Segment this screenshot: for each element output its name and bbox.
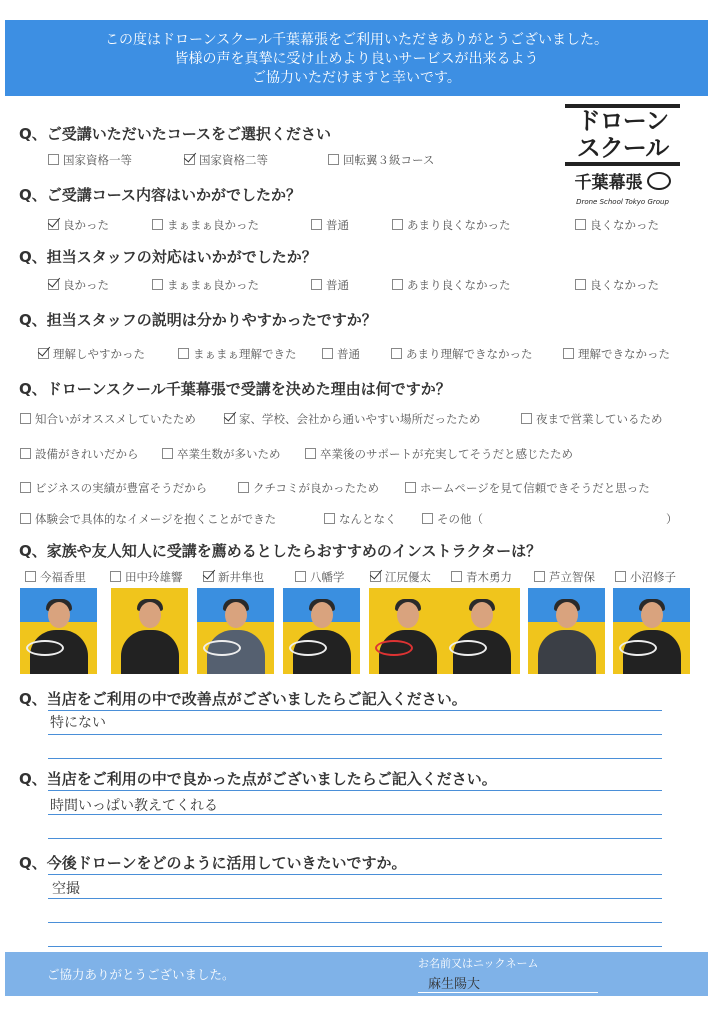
checkbox-icon[interactable] [575,279,586,290]
checkbox-icon[interactable] [405,482,416,493]
checkbox-checked-icon[interactable] [203,571,214,582]
instructor-option-5[interactable]: 江尻優太 [370,569,431,585]
answer-line [48,734,662,735]
checkbox-icon[interactable] [322,348,333,359]
drone-icon [449,640,487,656]
instructor-photo [111,588,188,674]
answer-line [48,814,662,815]
q5-option-6[interactable]: 卒業後のサポートが充実してそうだと感じたため [305,446,573,462]
q4-option-2[interactable]: まぁまぁ理解できた [178,346,297,362]
q5-option-10[interactable]: 体験会で具体的なイメージを抱くことができた [20,511,276,527]
instructor-option-4[interactable]: 八幡学 [295,569,345,585]
answer-line [48,838,662,839]
checkbox-checked-icon[interactable] [224,413,235,424]
q1-option-3[interactable]: 回転翼３級コース [328,152,434,168]
checkbox-icon[interactable] [25,571,36,582]
checkbox-checked-icon[interactable] [184,154,195,165]
instructor-photos [20,588,690,674]
checkbox-icon[interactable] [392,219,403,230]
answer-line [48,710,662,711]
logo-line-3: 千葉幕張 [574,173,643,193]
q1-option-2[interactable]: 国家資格二等 [184,152,268,168]
q5-option-3[interactable]: 夜まで営業しているため [521,411,663,427]
q2-title: Q、ご受講コース内容はいかがでしたか？ [19,186,302,204]
q2-option-5[interactable]: 良くなかった [575,217,659,233]
q5-title: Q、ドローンスクール千葉幕張で受講を決めた理由は何ですか？ [19,380,451,398]
instructor-photo [283,588,360,674]
q2-option-3[interactable]: 普通 [311,217,349,233]
answer-line [48,922,662,923]
drone-icon [26,640,64,656]
instructor-option-1[interactable]: 今福香里 [25,569,86,585]
instructor-option-6[interactable]: 青木勇力 [451,569,512,585]
q1-option-1[interactable]: 国家資格一等 [48,152,132,168]
q3-option-1[interactable]: 良かった [48,277,109,293]
checkbox-icon[interactable] [575,219,586,230]
school-logo [565,104,680,216]
q3-option-3[interactable]: 普通 [311,277,349,293]
q5-option-4[interactable]: 設備がきれいだから [20,446,139,462]
logo-bar-bottom [565,162,680,166]
header-line-2: 皆様の声を真摯に受け止めより良いサービスが出来るよう [174,51,539,67]
checkbox-checked-icon[interactable] [48,279,59,290]
checkbox-icon[interactable] [152,279,163,290]
checkbox-checked-icon[interactable] [38,348,49,359]
checkbox-icon[interactable] [178,348,189,359]
instructor-photo [443,588,520,674]
q5-option-12[interactable]: その他（ [422,511,483,527]
q9-title: Q、今後ドローンをどのように活用していきたいですか。 [19,854,407,872]
q3-option-4[interactable]: あまり良くなかった [392,277,511,293]
q2-option-4[interactable]: あまり良くなかった [392,217,511,233]
checkbox-icon[interactable] [521,413,532,424]
checkbox-icon[interactable] [20,448,31,459]
instructor-option-3[interactable]: 新井隼也 [203,569,264,585]
name-label: お名前又はニックネーム [418,957,539,970]
q7-answer[interactable]: 特にない [50,715,106,731]
q2-option-2[interactable]: まぁまぁ良かった [152,217,259,233]
q5-option-2[interactable]: 家、学校、会社から通いやすい場所だったため [224,411,481,427]
q3-title: Q、担当スタッフの対応はいかがでしたか？ [19,248,317,266]
q3-option-2[interactable]: まぁまぁ良かった [152,277,259,293]
checkbox-icon[interactable] [20,513,31,524]
checkbox-icon[interactable] [422,513,433,524]
answer-line [48,758,662,759]
q3-option-5[interactable]: 良くなかった [575,277,659,293]
instructor-photo [369,588,446,674]
instructor-option-8[interactable]: 小沼修子 [615,569,676,585]
q5-option-5[interactable]: 卒業生数が多いため [162,446,281,462]
q5-option-1[interactable]: 知合いがオススメしていたため [20,411,196,427]
name-underline [418,992,598,993]
checkbox-icon[interactable] [391,348,402,359]
logo-subtitle: Drone School Tokyo Group [576,198,669,206]
checkbox-icon[interactable] [451,571,462,582]
checkbox-icon[interactable] [563,348,574,359]
q4-option-1[interactable]: 理解しやすかった [38,346,145,362]
checkbox-icon[interactable] [392,279,403,290]
checkbox-icon[interactable] [238,482,249,493]
checkbox-icon[interactable] [162,448,173,459]
drone-icon [619,640,657,656]
q6-title: Q、家族や友人知人に受講を薦めるとしたらおすすめのインストラクターは？ [19,542,542,560]
checkbox-icon[interactable] [48,154,59,165]
q9-answer[interactable]: 空撮 [52,881,80,897]
q8-answer[interactable]: 時間いっぱい教えてくれる [50,798,218,814]
checkbox-icon[interactable] [534,571,545,582]
instructor-photo [20,588,97,674]
checkbox-icon[interactable] [311,279,322,290]
checkbox-icon[interactable] [20,413,31,424]
checkbox-icon[interactable] [328,154,339,165]
header-line-3: ご協力いただけますと幸いです。 [252,70,461,86]
q7-title: Q、当店をご利用の中で改善点がございましたらご記入ください。 [19,690,467,708]
q5-option-9[interactable]: ホームページを見て信頼できそうだと思った [405,480,650,496]
q2-option-1[interactable]: 良かった [48,217,109,233]
drone-icon [203,640,241,656]
drone-icon [647,172,671,190]
logo-line-3-wrap [565,168,680,193]
footer-banner [5,952,708,996]
instructor-option-7[interactable]: 芦立智保 [534,569,595,585]
name-field[interactable] [418,953,598,995]
instructor-option-2[interactable]: 田中玲雄響 [110,569,183,585]
instructor-photo [197,588,274,674]
q1-title: Q、ご受講いただいたコースをご選択ください [19,125,332,143]
checkbox-icon[interactable] [20,482,31,493]
q8-title: Q、当店をご利用の中で良かった点がございましたらご記入ください。 [19,770,497,788]
answer-line [48,874,662,875]
instructor-photo [528,588,605,674]
checkbox-icon[interactable] [152,219,163,230]
name-value[interactable]: 麻生陽大 [428,977,481,992]
drone-icon [375,640,413,656]
answer-line [48,898,662,899]
logo-line-2: スクール [576,134,669,162]
answer-line [48,946,662,947]
q5-option-7[interactable]: ビジネスの実績が豊富そうだから [20,480,207,496]
logo-line-1: ドローン [576,107,669,135]
checkbox-icon[interactable] [305,448,316,459]
checkbox-icon[interactable] [615,571,626,582]
footer-thanks: ご協力ありがとうございました。 [47,967,235,982]
q5-other-close: ） [666,512,678,526]
checkbox-checked-icon[interactable] [370,571,381,582]
q4-title: Q、担当スタッフの説明は分かりやすかったですか？ [19,311,377,329]
checkbox-icon[interactable] [324,513,335,524]
header-banner [5,20,708,96]
checkbox-icon[interactable] [110,571,121,582]
q5-option-11[interactable]: なんとなく [324,511,397,527]
instructor-photo [613,588,690,674]
q5-option-8[interactable]: クチコミが良かったため [238,480,379,496]
q4-option-5[interactable]: 理解できなかった [563,346,670,362]
answer-line [48,790,662,791]
q4-option-4[interactable]: あまり理解できなかった [391,346,533,362]
checkbox-icon[interactable] [311,219,322,230]
checkbox-icon[interactable] [295,571,306,582]
q4-option-3[interactable]: 普通 [322,346,360,362]
checkbox-checked-icon[interactable] [48,219,59,230]
header-line-1: この度はドローンスクール千葉幕張をご利用いただきありがとうございました。 [104,32,609,48]
drone-icon [289,640,327,656]
